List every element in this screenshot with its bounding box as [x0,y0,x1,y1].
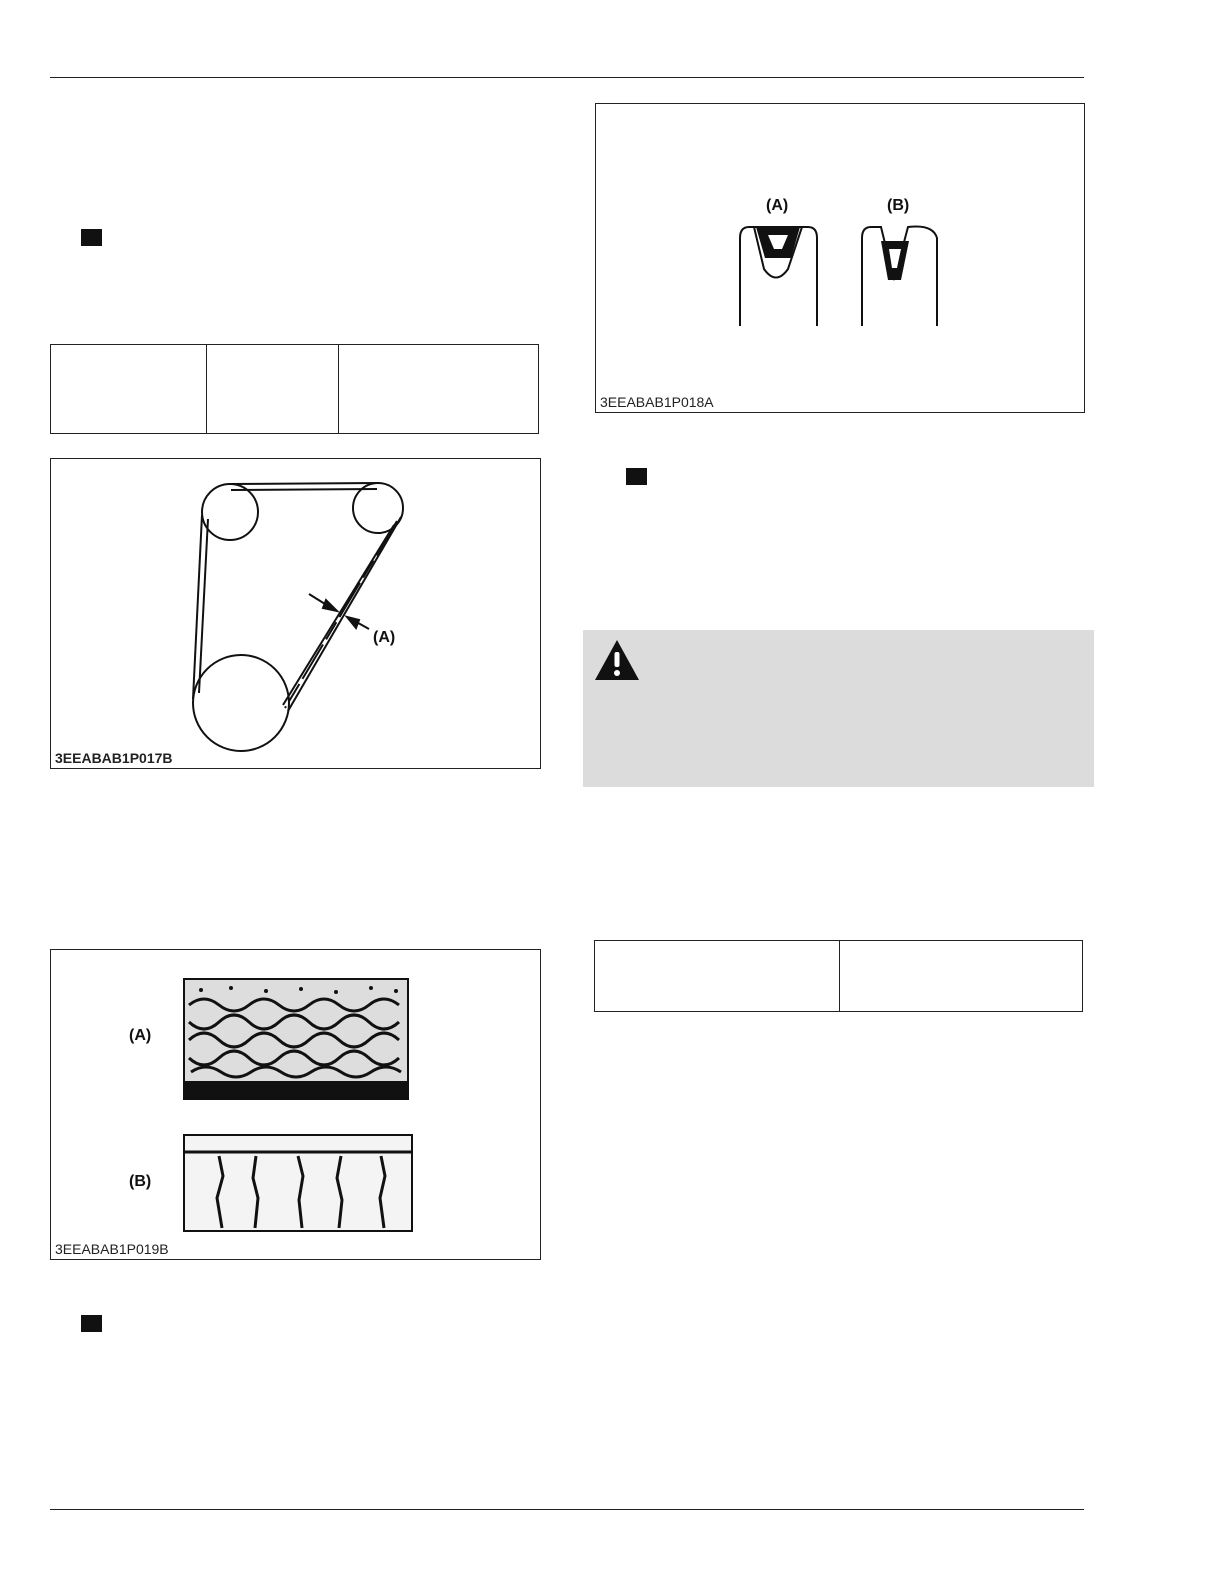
table-cell [207,345,339,434]
pulley-groove-drawing [596,104,1085,413]
section-marker [81,229,102,246]
section-marker [626,468,647,485]
figure-caption: 3EEABAB1P018A [600,394,714,410]
belt-tension-drawing [51,459,541,769]
table-row [51,345,539,434]
table-cell [339,345,539,434]
footer-rule [50,1509,1084,1510]
label-b: (B) [129,1173,152,1190]
table-row [595,941,1083,1012]
label-a: (A) [766,197,789,214]
figure-caption: 3EEABAB1P017B [55,750,173,766]
table-cell [840,941,1083,1012]
table-cell [595,941,840,1012]
figure-caption: 3EEABAB1P019B [55,1241,169,1257]
header-rule [50,77,1084,78]
label-a: (A) [129,1027,152,1044]
radiator-spec-table [594,940,1083,1012]
label-a: (A) [373,629,396,646]
belt-tension-figure [50,458,541,769]
label-b: (B) [887,197,910,214]
radiator-fins-drawing [51,950,541,1260]
warning-triangle-icon [593,638,641,682]
radiator-fins-figure [50,949,541,1260]
pulley-groove-figure [595,103,1085,413]
table-cell [51,345,207,434]
warning-box [583,630,1094,787]
section-marker [81,1315,102,1332]
fan-belt-spec-table [50,344,539,434]
